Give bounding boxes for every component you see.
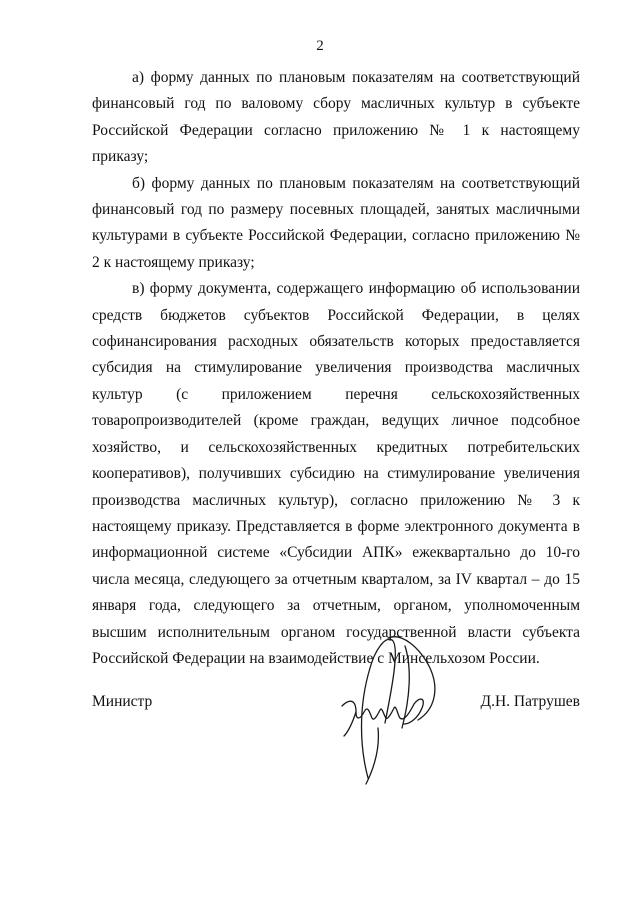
signatory-title: Министр: [92, 693, 153, 710]
document-body: [92, 65, 580, 672]
paragraph-a: а) форму данных по плановым показателям на соответствующий финансовый год по валовому сбору масличных культур в субъекте Российской Федерации согласно приложению № 1 к настоящему приказу;: [92, 69, 580, 166]
page-number: 2: [316, 38, 324, 54]
paragraph-c: в) форму документа, содержащего информацию об использовании средств бюджетов субъектов Российской Федерации, в целях софинансирования расходных обязательств которых предоставляется субсидия на стимулирование увеличения производства масличных культур (с приложением перечня сельскохозяйственных товаропроизводителей (кроме граждан, ведущих личное подсобное хозяйство, и сельскохозяйственных кредитных потребительских кооперативов), получивших субсидию на стимулирование увеличения производства масличных культур), согласно приложению № 3 к настоящему приказу. Представляется в форме электронного документа в информационной системе «Субсидии АПК» ежеквартально до 10-го числа месяца, следующего за отчетным кварталом, за IV квартал – до 15 января года, следующего за отчетным, органом, уполномоченным высшим исполнительным органом государственной власти субъекта Российской Федерации на взаимодействие с Минсельхозом России.: [92, 280, 580, 667]
paragraph-b: б) форму данных по плановым показателям на соответствующий финансовый год по размеру посевных площадей, занятых масличными культурами в субъекте Российской Федерации, согласно приложению № 2 к настоящему приказу;: [92, 174, 580, 271]
handwritten-signature-icon: [330, 628, 450, 788]
signatory-name: Д.Н. Патрушев: [480, 693, 580, 710]
